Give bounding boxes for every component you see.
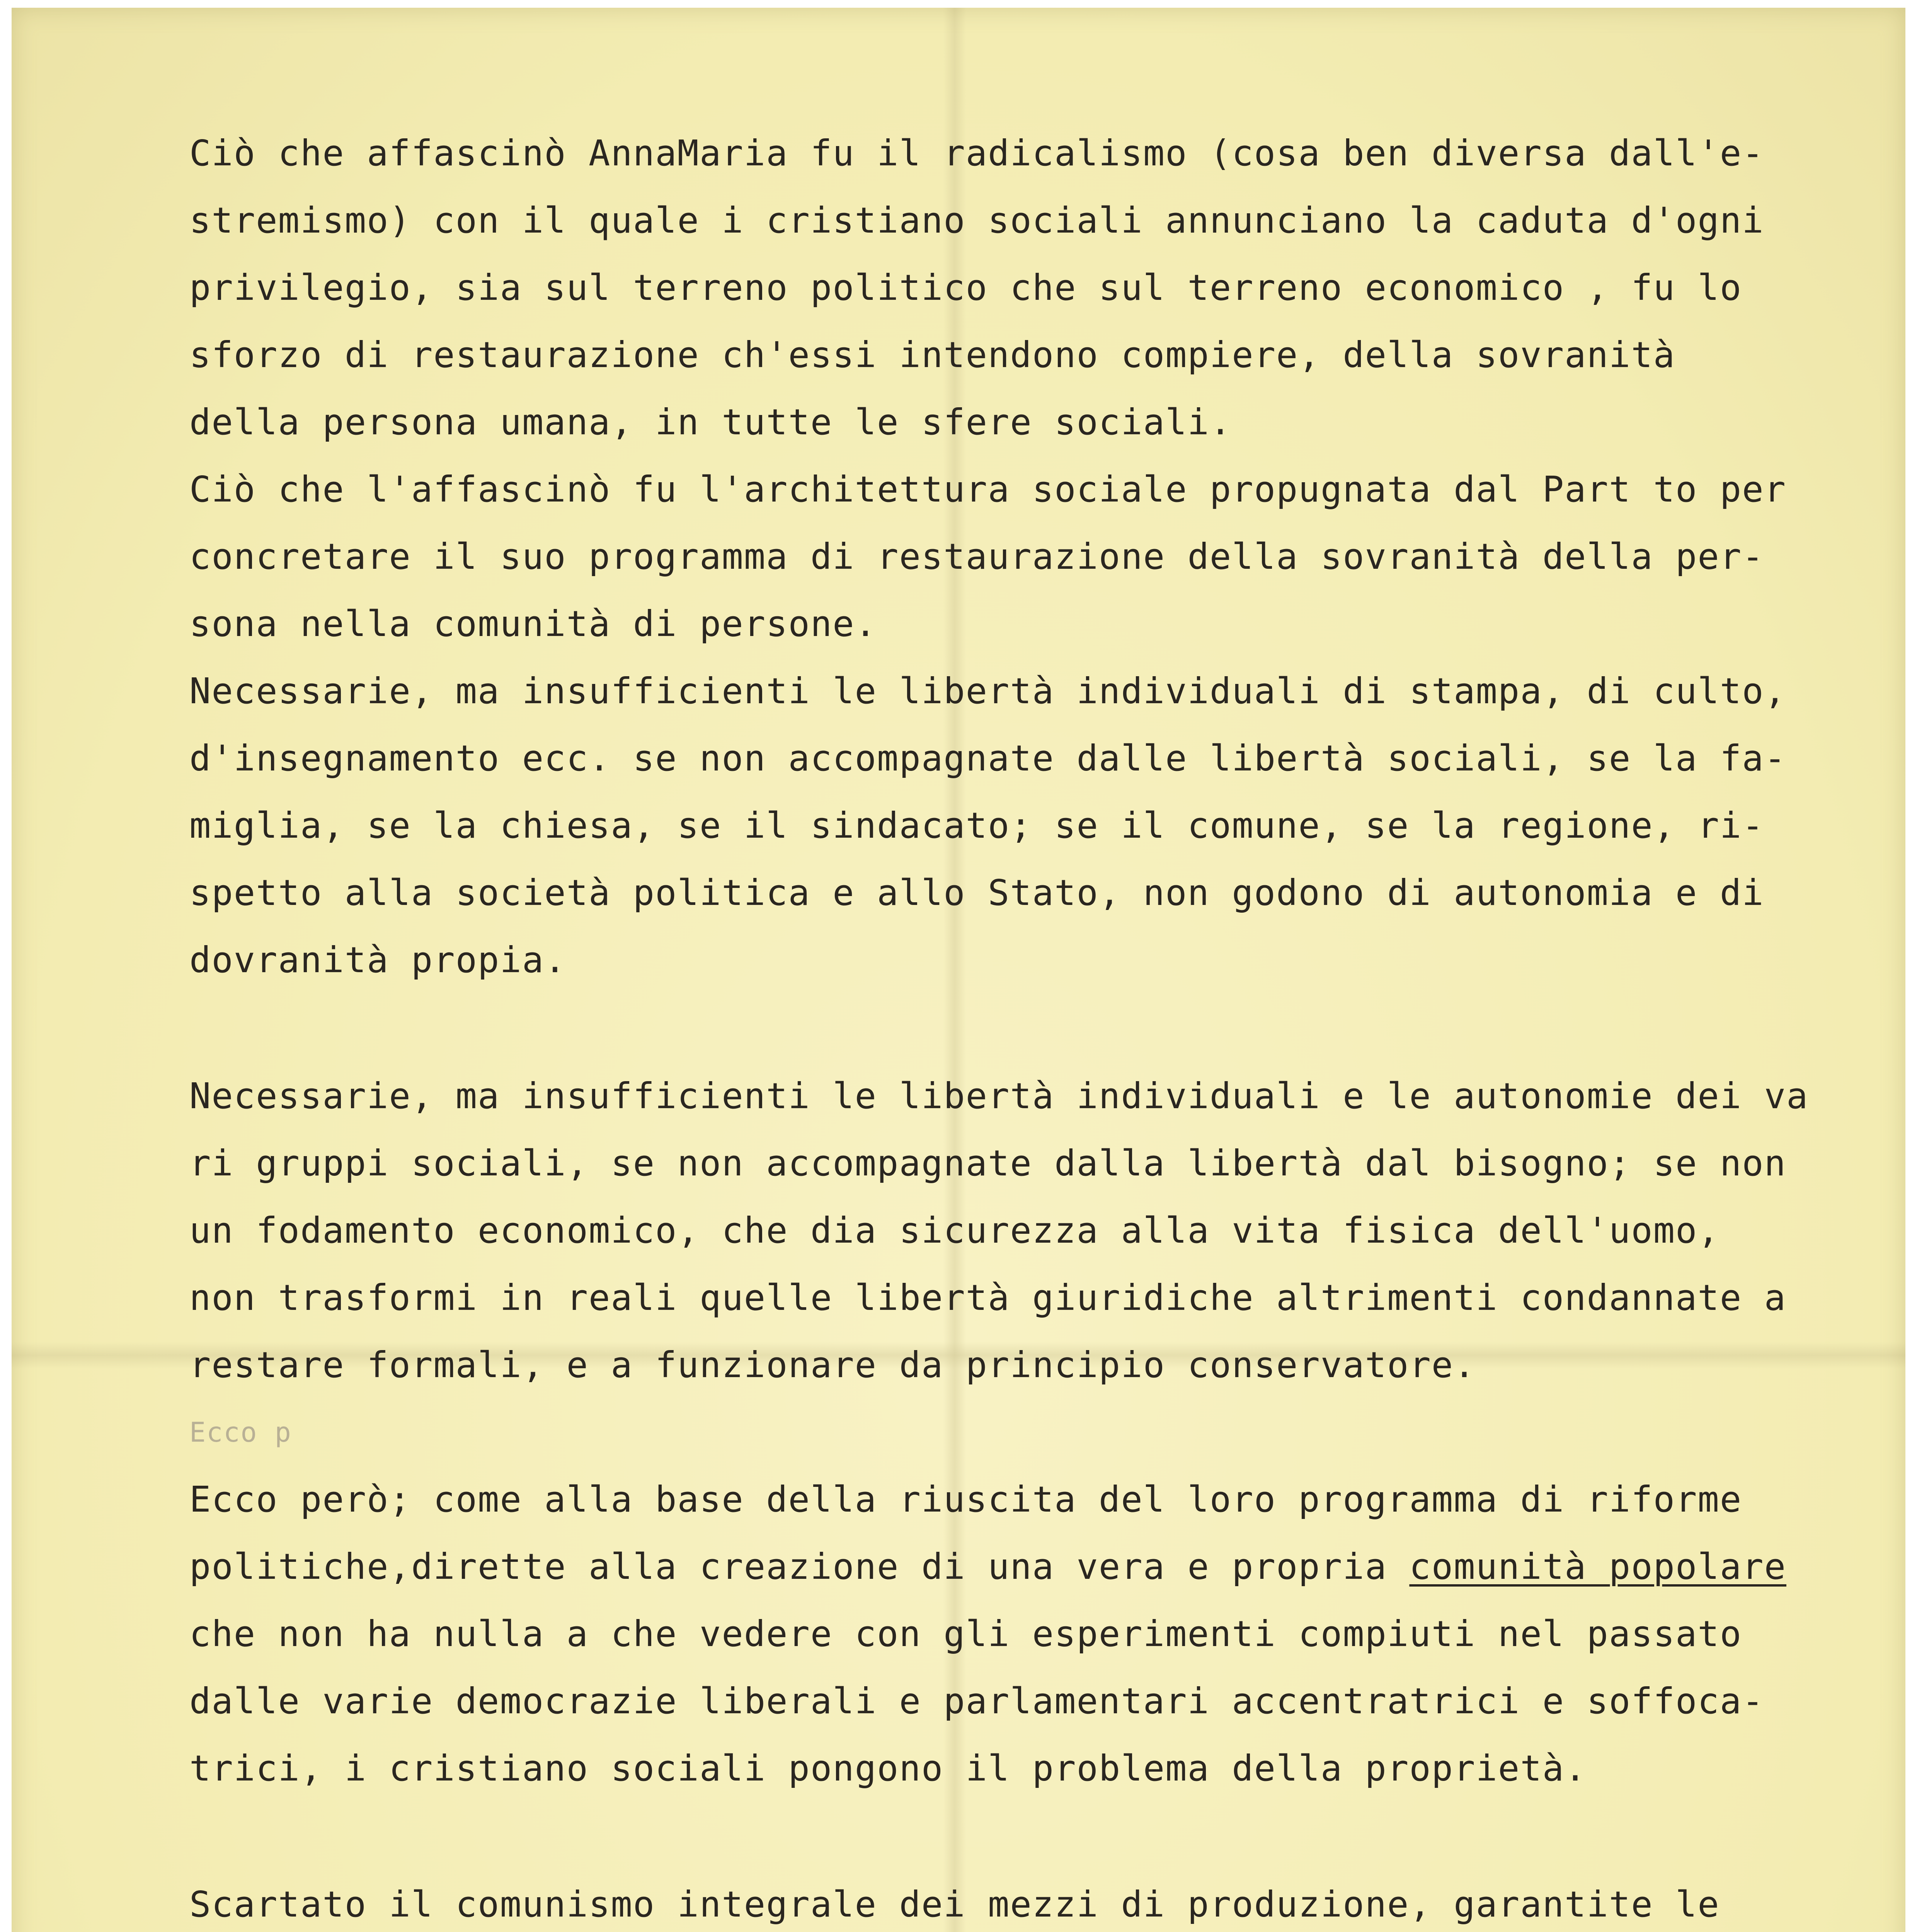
text-line: Scartato il comunismo integrale dei mezzi di produzione, garantite le bbox=[189, 1884, 1720, 1925]
text-line: sforzo di restaurazione ch'essi intendono compiere, della sovranità bbox=[189, 334, 1676, 376]
text-line: restare formali, e a funzionare da principio conservatore. bbox=[189, 1344, 1476, 1386]
text-line: della persona umana, in tutte le sfere sociali. bbox=[189, 401, 1232, 443]
text-line: Necessarie, ma insufficienti le libertà individuali di stampa, di culto, bbox=[189, 670, 1786, 712]
paragraph-3 bbox=[189, 1466, 1859, 1802]
text-line: un fodamento economico, che dia sicurezza alla vita fisica dell'uomo, bbox=[189, 1210, 1720, 1251]
text-fragment: politiche,dirette alla creazione di una vera e propria bbox=[189, 1546, 1410, 1587]
typewritten-text bbox=[189, 120, 1859, 1932]
text-line: concretare il suo programma di restaurazione della sovranità della per- bbox=[189, 536, 1764, 577]
text-line: dalle varie democrazie liberali e parlamentari accentratrici e soffoca- bbox=[189, 1680, 1764, 1722]
text-line: dovranità propia. bbox=[189, 939, 567, 981]
paper-sheet bbox=[12, 8, 1905, 1932]
text-line: miglia, se la chiesa, se il sindacato; se il comune, se la regione, ri- bbox=[189, 805, 1764, 846]
faint-overtyped-text: Ecco p bbox=[189, 1417, 292, 1448]
text-line: spetto alla società politica e allo Stato, non godono di autonomia e di bbox=[189, 872, 1764, 913]
underlined-text: comunità popolare bbox=[1409, 1546, 1786, 1587]
paragraph-gap bbox=[189, 1802, 1859, 1871]
text-line: Ciò che affascinò AnnaMaria fu il radicalismo (cosa ben diversa dall'e- bbox=[189, 133, 1764, 174]
text-line: Ciò che l'affascinò fu l'architettura sociale propugnata dal Part to per bbox=[189, 469, 1786, 510]
text-line: non trasformi in reali quelle libertà giuridiche altrimenti condannate a bbox=[189, 1277, 1786, 1318]
text-line: Necessarie, ma insufficienti le libertà individuali e le autonomie dei va bbox=[189, 1075, 1809, 1117]
text-line: sona nella comunità di persone. bbox=[189, 603, 877, 645]
text-line: che non ha nulla a che vedere con gli esperimenti compiuti nel passato bbox=[189, 1613, 1742, 1655]
text-line: ri gruppi sociali, se non accompagnate dalla libertà dal bisogno; se non bbox=[189, 1143, 1786, 1184]
text-line bbox=[189, 1533, 1859, 1600]
paragraph-1 bbox=[189, 120, 1859, 994]
text-line: privilegio, sia sul terreno politico che sul terreno economico , fu lo bbox=[189, 267, 1742, 308]
paragraph-2 bbox=[189, 1063, 1859, 1399]
text-line: trici, i cristiano sociali pongono il problema della proprietà. bbox=[189, 1748, 1587, 1789]
text-line: d'insegnamento ecc. se non accompagnate dalle libertà sociali, se la fa- bbox=[189, 738, 1786, 779]
text-line: Ecco però; come alla base della riuscita del loro programma di riforme bbox=[189, 1479, 1742, 1520]
text-line: stremismo) con il quale i cristiano sociali annunciano la caduta d'ogni bbox=[189, 200, 1764, 241]
paragraph-4 bbox=[189, 1871, 1859, 1932]
paragraph-gap bbox=[189, 994, 1859, 1063]
